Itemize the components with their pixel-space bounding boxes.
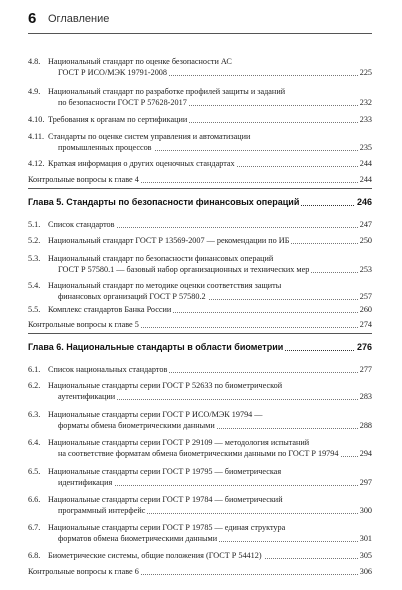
entry-title bbox=[48, 380, 348, 402]
entry-number: 4.8. bbox=[28, 57, 41, 66]
entry-title-line: на соответствие форматам обмена биометрическими данными по ГОСТ Р 19794 bbox=[48, 449, 340, 458]
entry-title bbox=[48, 253, 348, 275]
page-number: 6 bbox=[28, 10, 37, 27]
entry-number: 6.5. bbox=[28, 467, 41, 476]
entry-title bbox=[48, 114, 348, 125]
entry-title-line: Биометрические системы, общие положения (ГОСТ Р 54412) bbox=[48, 551, 262, 560]
entry-page: 306 bbox=[359, 567, 372, 576]
entry-title-line: Национальные стандарты серии ГОСТ Р 19785 — единая структура bbox=[48, 523, 286, 532]
toc-entry[interactable] bbox=[0, 380, 402, 402]
entry-page: 274 bbox=[359, 320, 372, 329]
entry-title-line: форматов обмена биометрическими данными bbox=[48, 534, 219, 543]
entry-page: 244 bbox=[359, 175, 372, 184]
entry-title bbox=[48, 56, 348, 78]
toc-entry[interactable] bbox=[0, 235, 402, 246]
entry-page: 244 bbox=[359, 159, 372, 168]
entry-number: 4.9. bbox=[28, 87, 41, 96]
entry-title bbox=[48, 158, 348, 169]
toc-entry[interactable] bbox=[0, 174, 402, 185]
entry-title-line: Контрольные вопросы к главе 4 bbox=[28, 175, 139, 184]
toc-entry[interactable] bbox=[0, 56, 402, 78]
chapter-title: Глава 6. Национальные стандарты в области биометрии bbox=[28, 342, 284, 352]
toc-entry[interactable] bbox=[0, 219, 402, 230]
entry-number: 5.4. bbox=[28, 281, 41, 290]
entry-title bbox=[48, 86, 348, 108]
entry-title-line: Национальные стандарты серии ГОСТ Р 19795 — биометрическая bbox=[48, 467, 282, 476]
entry-title-line: аутентификации bbox=[48, 392, 117, 401]
toc-entry[interactable] bbox=[0, 409, 402, 431]
entry-title-line: Национальные стандарты серии ГОСТ Р 29109 — методология испытаний bbox=[48, 438, 310, 447]
entry-page: 260 bbox=[359, 305, 372, 314]
entry-title-line: Стандарты по оценке систем управления и автоматизации bbox=[48, 132, 251, 141]
entry-title-line: ГОСТ Р 57580.1 — базовый набор организационных и технических мер bbox=[48, 265, 311, 274]
page-title: Оглавление bbox=[48, 13, 110, 25]
toc-entry[interactable] bbox=[0, 522, 402, 544]
entry-title-line: Список национальных стандартов bbox=[48, 365, 168, 374]
entry-page: 257 bbox=[359, 292, 372, 301]
entry-title bbox=[48, 409, 348, 431]
entry-title bbox=[48, 364, 348, 375]
entry-title-line: форматы обмена биометрическими данными bbox=[48, 421, 217, 430]
entry-title-line: Список стандартов bbox=[48, 220, 115, 229]
entry-page: 301 bbox=[359, 534, 372, 543]
entry-title bbox=[48, 522, 348, 544]
chapter-page: 246 bbox=[356, 197, 372, 207]
entry-page: 253 bbox=[359, 265, 372, 274]
entry-page: 277 bbox=[359, 365, 372, 374]
entry-page: 297 bbox=[359, 478, 372, 487]
toc-entry[interactable] bbox=[0, 566, 402, 577]
entry-title-line: Национальные стандарты серии ГОСТ Р 52633 по биометрической bbox=[48, 381, 283, 390]
entry-title bbox=[28, 174, 328, 185]
entry-number: 6.2. bbox=[28, 381, 41, 390]
entry-title-line: Комплекс стандартов Банка России bbox=[48, 305, 172, 314]
entry-number: 5.2. bbox=[28, 236, 41, 245]
entry-page: 250 bbox=[359, 236, 372, 245]
chapter-title: Глава 5. Стандарты по безопасности финансовых операций bbox=[28, 197, 300, 207]
entry-title-line: Национальный стандарт по оценке безопасности АС bbox=[48, 57, 232, 66]
toc-entry[interactable] bbox=[0, 86, 402, 108]
entry-number: 6.1. bbox=[28, 365, 41, 374]
entry-title bbox=[48, 437, 348, 459]
toc-entry[interactable] bbox=[0, 466, 402, 488]
entry-title bbox=[48, 550, 348, 561]
entry-page: 232 bbox=[359, 98, 372, 107]
entry-title-line: Национальные стандарты серии ГОСТ Р 19784 — биометрический bbox=[48, 495, 283, 504]
entry-title-line: Краткая информация о других оценочных стандартах bbox=[48, 159, 235, 168]
entry-title-line: Национальный стандарт по безопасности финансовых операций bbox=[48, 254, 274, 263]
toc-entry[interactable] bbox=[0, 494, 402, 516]
toc-chapter[interactable] bbox=[28, 196, 372, 208]
toc-entry[interactable] bbox=[0, 280, 402, 302]
entry-title-line: Контрольные вопросы к главе 6 bbox=[28, 567, 139, 576]
entry-page: 305 bbox=[359, 551, 372, 560]
toc-entry[interactable] bbox=[0, 550, 402, 561]
entry-title-line: Контрольные вопросы к главе 5 bbox=[28, 320, 139, 329]
entry-number: 4.10. bbox=[28, 115, 45, 124]
entry-title-line: Национальный стандарт по разработке профилей защиты и заданий bbox=[48, 87, 286, 96]
entry-title-line: промышленных процессов bbox=[48, 143, 154, 152]
entry-title-line: по безопасности ГОСТ Р 57628-2017 bbox=[48, 98, 189, 107]
entry-title bbox=[28, 319, 328, 330]
entry-page: 233 bbox=[359, 115, 372, 124]
entry-title bbox=[28, 566, 328, 577]
entry-page: 283 bbox=[359, 392, 372, 401]
toc-entry[interactable] bbox=[0, 304, 402, 315]
entry-title-line: Национальный стандарт по методике оценки соответствия защиты bbox=[48, 281, 282, 290]
page-header bbox=[28, 10, 372, 32]
entry-title-line: Национальный стандарт ГОСТ Р 13569-2007 — рекомендации по ИБ bbox=[48, 236, 290, 245]
toc-entry[interactable] bbox=[0, 437, 402, 459]
chapter-divider bbox=[28, 333, 372, 334]
entry-title bbox=[48, 494, 348, 516]
entry-number: 4.12. bbox=[28, 159, 45, 168]
entry-page: 235 bbox=[359, 143, 372, 152]
header-rule bbox=[28, 33, 372, 34]
entry-number: 6.3. bbox=[28, 410, 41, 419]
entry-title bbox=[48, 235, 348, 246]
entry-title-line: программный интерфейс bbox=[48, 506, 147, 515]
entry-title-line: ГОСТ Р ИСО/МЭК 19791-2008 bbox=[48, 68, 169, 77]
toc-entry[interactable] bbox=[0, 158, 402, 169]
toc-entry[interactable] bbox=[0, 364, 402, 375]
entry-number: 5.3. bbox=[28, 254, 41, 263]
entry-title-line: финансовых организаций ГОСТ Р 57580.2 bbox=[48, 292, 208, 301]
entry-number: 5.1. bbox=[28, 220, 41, 229]
entry-title-line: Требования к органам по сертификации bbox=[48, 115, 188, 124]
toc-entry[interactable] bbox=[0, 319, 402, 330]
chapter-page: 276 bbox=[356, 342, 372, 352]
toc-chapter[interactable] bbox=[28, 341, 372, 353]
entry-number: 6.7. bbox=[28, 523, 41, 532]
entry-title bbox=[48, 219, 348, 230]
entry-page: 300 bbox=[359, 506, 372, 515]
entry-page: 247 bbox=[359, 220, 372, 229]
chapter-divider bbox=[28, 188, 372, 189]
entry-number: 5.5. bbox=[28, 305, 41, 314]
entry-number: 6.4. bbox=[28, 438, 41, 447]
toc-entry[interactable] bbox=[0, 131, 402, 153]
toc-entry[interactable] bbox=[0, 114, 402, 125]
entry-title-line: идентификация bbox=[48, 478, 114, 487]
entry-title bbox=[48, 466, 348, 488]
entry-title bbox=[48, 280, 348, 302]
entry-number: 6.6. bbox=[28, 495, 41, 504]
entry-title bbox=[48, 131, 348, 153]
toc-entry[interactable] bbox=[0, 253, 402, 275]
entry-page: 294 bbox=[359, 449, 372, 458]
entry-title-line: Национальные стандарты серии ГОСТ Р ИСО/МЭК 19794 — bbox=[48, 410, 263, 419]
entry-number: 4.11. bbox=[28, 132, 45, 141]
entry-number: 6.8. bbox=[28, 551, 41, 560]
entry-title bbox=[48, 304, 348, 315]
entry-page: 225 bbox=[359, 68, 372, 77]
entry-page: 288 bbox=[359, 421, 372, 430]
